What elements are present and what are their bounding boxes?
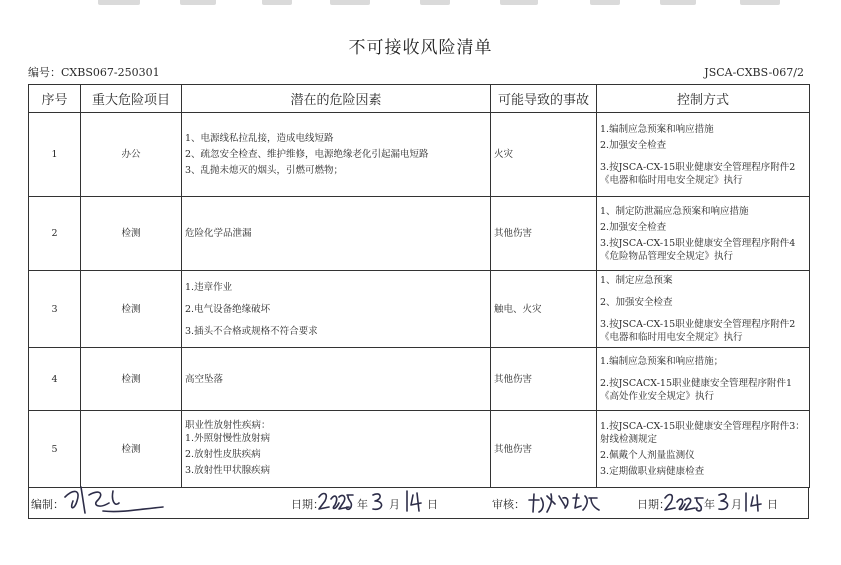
- control-line: 2、加强安全检查: [600, 297, 673, 308]
- row-factors: [182, 348, 491, 411]
- header-factors: 潜在的危险因素: [182, 85, 491, 113]
- control-line: 3.定期做职业病健康检查: [600, 466, 705, 477]
- control-line: 3.按JSCA-CX-15职业健康安全管理程序附件4《危险物品管理安全规定》执行: [600, 237, 796, 262]
- date2-day-handwritten: [743, 491, 767, 513]
- row-accident: 其他伤害: [491, 197, 597, 271]
- factor-line: 2.放射性皮肤疾病: [185, 448, 261, 460]
- date1-month-label: 月: [389, 498, 400, 511]
- factor-line: 职业性放射性疾病：: [185, 419, 271, 431]
- risk-table: [28, 84, 810, 488]
- factor-line: 2.电气设备绝缘破坏: [185, 303, 271, 315]
- row-accident: 其他伤害: [491, 411, 597, 488]
- control-line: 1.按JSCA-CX-15职业健康安全管理程序附件3：射线检测规定: [600, 421, 805, 445]
- header-item: 重大危险项目: [81, 85, 182, 113]
- row-controls: [597, 411, 810, 488]
- row-item: 检测: [81, 411, 182, 488]
- control-line: 1.编制应急预案和响应措施: [600, 123, 714, 135]
- row-no: 1: [29, 113, 81, 197]
- table-row: [29, 411, 810, 488]
- factor-line: 1.外照射慢性放射病: [185, 432, 271, 444]
- row-accident: 触电、火灾: [491, 271, 597, 348]
- cropped-top-band: [0, 0, 841, 8]
- header-controls: 控制方式: [597, 85, 810, 113]
- control-line: 3.按JSCA-CX-15职业健康安全管理程序附件2《电器和临时用电安全规定》执行: [600, 319, 796, 343]
- factor-line: 危险化学品泄漏: [185, 228, 252, 239]
- document-number: 编号：CXBS067-250301: [28, 66, 160, 79]
- control-line: 1.编制应急预案和响应措施；: [600, 356, 724, 367]
- control-line: 2.佩戴个人剂量监测仪: [600, 450, 695, 461]
- factor-line: 3、乱抛未熄灭的烟头，引燃可燃物；: [185, 165, 344, 176]
- control-line: 3.按JSCA-CX-15职业健康安全管理程序附件2《电器和临时用电安全规定》执行: [600, 161, 796, 186]
- date1-day-label: 日: [427, 498, 438, 511]
- reviewer-signature: [525, 490, 605, 516]
- row-no: 2: [29, 197, 81, 271]
- form-number: JSCA-CXBS-067/2: [704, 66, 804, 79]
- header-row: [29, 85, 810, 113]
- prepared-by-label: 编制：: [31, 498, 64, 511]
- row-controls: [597, 197, 810, 271]
- date2-label: 日期：: [637, 498, 670, 511]
- row-accident: 其他伤害: [491, 348, 597, 411]
- date1-label: 日期：: [291, 498, 324, 511]
- date2-year-handwritten: [663, 490, 707, 514]
- reviewed-by-label: 审核：: [492, 498, 525, 511]
- date1-year-handwritten: [317, 489, 355, 513]
- row-factors: [182, 271, 491, 348]
- row-no: 3: [29, 271, 81, 348]
- date2-month-label: 月: [731, 498, 742, 511]
- table-row: [29, 113, 810, 197]
- control-line: 2.加强安全检查: [600, 139, 667, 151]
- date1-year-label: 年: [357, 498, 368, 511]
- control-line: 2.按JSCACX-15职业健康安全管理程序附件1《高处作业安全规定》执行: [600, 378, 793, 402]
- row-factors: [182, 197, 491, 271]
- date2-day-label: 日: [767, 498, 778, 511]
- date1-day-handwritten: [403, 489, 425, 513]
- row-no: 5: [29, 411, 81, 488]
- table-row: [29, 271, 810, 348]
- row-no: 4: [29, 348, 81, 411]
- row-controls: [597, 271, 810, 348]
- control-line: 2.加强安全检查: [600, 221, 667, 233]
- signature-footer: [28, 487, 809, 519]
- factor-line: 高空坠落: [185, 373, 224, 385]
- row-item: 检测: [81, 271, 182, 348]
- factor-line: 3.放射性甲状腺疾病: [185, 464, 271, 476]
- date1-month-handwritten: [371, 491, 387, 513]
- factor-line: 1、电源线私拉乱接，造成电线短路: [185, 133, 334, 144]
- table-row: [29, 197, 810, 271]
- document-title: 不可接收风险清单: [348, 38, 493, 58]
- row-item: 检测: [81, 348, 182, 411]
- table-row: [29, 348, 810, 411]
- date2-year-label: 年: [704, 498, 715, 511]
- factor-line: 3.插头不合格或规格不符合要求: [185, 325, 318, 337]
- factor-line: 2、疏忽安全检查、维护维修，电源绝缘老化引起漏电短路: [185, 149, 429, 160]
- row-controls: [597, 348, 810, 411]
- factor-line: 1.违章作业: [185, 281, 233, 293]
- row-factors: [182, 411, 491, 488]
- control-line: 1、制定防泄漏应急预案和响应措施: [600, 205, 749, 217]
- row-factors: [182, 113, 491, 197]
- row-accident: 火灾: [491, 113, 597, 197]
- header-accident: 可能导致的事故: [491, 85, 597, 113]
- header-no: 序号: [29, 85, 81, 113]
- row-item: 办公: [81, 113, 182, 197]
- row-controls: [597, 113, 810, 197]
- control-line: 1、制定应急预案: [600, 275, 673, 286]
- row-item: 检测: [81, 197, 182, 271]
- date2-month-handwritten: [717, 491, 731, 513]
- prepared-signature: [59, 483, 169, 517]
